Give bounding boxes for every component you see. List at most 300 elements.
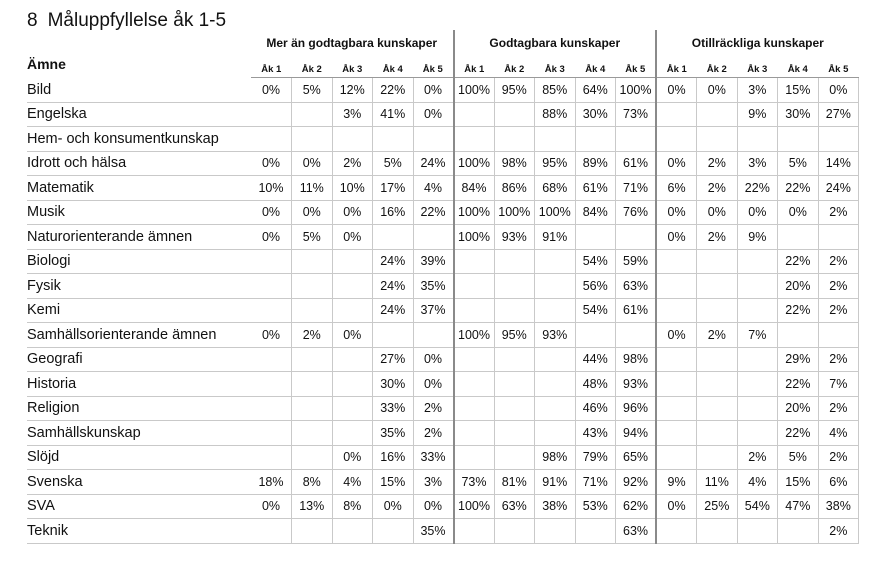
value-cell — [373, 127, 414, 152]
table-row — [27, 127, 859, 152]
value-cell — [737, 396, 778, 421]
value-cell — [818, 127, 859, 152]
value-cell: 15% — [373, 470, 414, 495]
value-cell — [292, 519, 333, 544]
value-cell: 0% — [656, 323, 697, 348]
value-cell — [616, 225, 657, 250]
value-cell: 100% — [454, 200, 495, 225]
table-row — [27, 396, 859, 421]
value-cell: 4% — [737, 470, 778, 495]
table-row — [27, 494, 859, 519]
value-cell: 2% — [697, 176, 738, 201]
value-cell — [656, 421, 697, 446]
subject-name: Idrott och hälsa — [27, 151, 251, 176]
value-cell — [697, 102, 738, 127]
value-cell: 61% — [616, 151, 657, 176]
value-cell: 0% — [251, 323, 292, 348]
value-cell: 5% — [292, 78, 333, 103]
value-cell: 2% — [697, 151, 738, 176]
value-cell: 11% — [697, 470, 738, 495]
value-cell — [737, 421, 778, 446]
value-cell — [251, 372, 292, 397]
value-cell: 2% — [292, 323, 333, 348]
value-cell: 62% — [616, 494, 657, 519]
value-cell: 4% — [818, 421, 859, 446]
grade-header: Åk 4 — [778, 50, 819, 78]
value-cell: 2% — [413, 421, 454, 446]
value-cell: 0% — [251, 151, 292, 176]
value-cell — [494, 519, 535, 544]
value-cell — [332, 298, 373, 323]
value-cell: 93% — [616, 372, 657, 397]
value-cell: 2% — [332, 151, 373, 176]
value-cell: 15% — [778, 470, 819, 495]
value-cell: 24% — [818, 176, 859, 201]
value-cell — [535, 347, 576, 372]
value-cell — [737, 372, 778, 397]
table-row — [27, 445, 859, 470]
grade-header: Åk 2 — [292, 50, 333, 78]
table-row — [27, 102, 859, 127]
value-cell: 2% — [413, 396, 454, 421]
value-cell — [535, 249, 576, 274]
value-cell: 0% — [251, 225, 292, 250]
value-cell — [494, 421, 535, 446]
value-cell: 35% — [413, 519, 454, 544]
value-cell: 4% — [332, 470, 373, 495]
value-cell: 0% — [656, 78, 697, 103]
value-cell — [656, 102, 697, 127]
value-cell: 2% — [697, 225, 738, 250]
value-cell — [251, 519, 292, 544]
table-row — [27, 200, 859, 225]
value-cell — [373, 519, 414, 544]
grade-header: Åk 3 — [332, 50, 373, 78]
group-header: Mer än godtagbara kunskaper — [266, 36, 438, 50]
value-cell: 24% — [373, 298, 414, 323]
value-cell: 25% — [697, 494, 738, 519]
subject-name: Samhällsorienterande ämnen — [27, 323, 251, 348]
value-cell — [778, 127, 819, 152]
value-cell — [818, 225, 859, 250]
subject-column-header: Ämne — [27, 55, 66, 72]
value-cell: 98% — [494, 151, 535, 176]
value-cell: 93% — [494, 225, 535, 250]
value-cell: 22% — [373, 78, 414, 103]
value-cell: 24% — [373, 249, 414, 274]
grade-header: Åk 5 — [413, 50, 454, 78]
value-cell — [454, 249, 495, 274]
subject-name: Hem- och konsumentkunskap — [27, 127, 251, 152]
grade-header: Åk 1 — [251, 50, 292, 78]
value-cell: 38% — [535, 494, 576, 519]
value-cell: 30% — [575, 102, 616, 127]
subject-name: Bild — [27, 78, 251, 103]
value-cell: 10% — [332, 176, 373, 201]
value-cell — [656, 298, 697, 323]
value-cell: 30% — [373, 372, 414, 397]
value-cell — [535, 421, 576, 446]
value-cell: 44% — [575, 347, 616, 372]
value-cell — [535, 274, 576, 299]
value-cell: 2% — [818, 274, 859, 299]
value-cell: 100% — [454, 78, 495, 103]
value-cell: 0% — [332, 200, 373, 225]
value-cell — [413, 225, 454, 250]
group-header-spacer — [27, 30, 251, 50]
value-cell: 0% — [251, 200, 292, 225]
value-cell — [332, 519, 373, 544]
page-title — [27, 10, 226, 32]
subject-name: Musik — [27, 200, 251, 225]
value-cell: 27% — [373, 347, 414, 372]
value-cell: 27% — [818, 102, 859, 127]
grade-header: Åk 1 — [656, 50, 697, 78]
value-cell — [656, 127, 697, 152]
value-cell: 61% — [616, 298, 657, 323]
value-cell: 91% — [535, 470, 576, 495]
value-cell: 6% — [656, 176, 697, 201]
table-row — [27, 298, 859, 323]
value-cell: 9% — [737, 102, 778, 127]
value-cell: 89% — [575, 151, 616, 176]
value-cell — [251, 274, 292, 299]
value-cell: 86% — [494, 176, 535, 201]
value-cell — [656, 445, 697, 470]
value-cell — [737, 249, 778, 274]
value-cell — [251, 102, 292, 127]
subject-name: Engelska — [27, 102, 251, 127]
subject-name: SVA — [27, 494, 251, 519]
value-cell — [697, 445, 738, 470]
value-cell — [575, 519, 616, 544]
value-cell: 20% — [778, 274, 819, 299]
value-cell: 54% — [575, 298, 616, 323]
subject-name: Svenska — [27, 470, 251, 495]
table-row — [27, 274, 859, 299]
value-cell: 41% — [373, 102, 414, 127]
value-cell — [251, 249, 292, 274]
value-cell — [454, 519, 495, 544]
value-cell — [292, 372, 333, 397]
table-row — [27, 151, 859, 176]
grade-header: Åk 3 — [737, 50, 778, 78]
value-cell — [332, 347, 373, 372]
value-cell: 9% — [656, 470, 697, 495]
value-cell: 4% — [413, 176, 454, 201]
value-cell — [778, 225, 819, 250]
grade-header: Åk 2 — [697, 50, 738, 78]
value-cell: 20% — [778, 396, 819, 421]
value-cell — [575, 225, 616, 250]
value-cell: 71% — [616, 176, 657, 201]
table-row — [27, 78, 859, 103]
value-cell — [292, 396, 333, 421]
value-cell — [454, 298, 495, 323]
value-cell: 92% — [616, 470, 657, 495]
value-cell: 15% — [778, 78, 819, 103]
value-cell: 71% — [575, 470, 616, 495]
value-cell — [737, 274, 778, 299]
value-cell — [575, 323, 616, 348]
value-cell: 2% — [737, 445, 778, 470]
value-cell: 48% — [575, 372, 616, 397]
value-cell: 0% — [413, 78, 454, 103]
group-header: Otillräckliga kunskaper — [656, 30, 859, 50]
grade-header: Åk 4 — [373, 50, 414, 78]
value-cell: 46% — [575, 396, 616, 421]
value-cell — [494, 102, 535, 127]
value-cell — [778, 519, 819, 544]
value-cell: 0% — [373, 494, 414, 519]
value-cell — [292, 249, 333, 274]
value-cell: 37% — [413, 298, 454, 323]
value-cell — [292, 445, 333, 470]
value-cell — [494, 372, 535, 397]
value-cell: 5% — [778, 151, 819, 176]
grade-header: Åk 4 — [575, 50, 616, 78]
value-cell: 33% — [413, 445, 454, 470]
value-cell: 33% — [373, 396, 414, 421]
value-cell — [454, 102, 495, 127]
value-cell: 0% — [413, 347, 454, 372]
value-cell: 8% — [332, 494, 373, 519]
value-cell — [292, 127, 333, 152]
title-text: Måluppfyllelse åk 1-5 — [47, 10, 227, 31]
subject-name: Geografi — [27, 347, 251, 372]
subject-name: Religion — [27, 396, 251, 421]
value-cell — [454, 372, 495, 397]
value-cell: 0% — [656, 225, 697, 250]
value-cell — [251, 298, 292, 323]
value-cell: 2% — [818, 200, 859, 225]
subject-name: Slöjd — [27, 445, 251, 470]
table-row — [27, 249, 859, 274]
goal-fulfillment-table — [27, 30, 859, 544]
value-cell: 0% — [332, 323, 373, 348]
value-cell: 96% — [616, 396, 657, 421]
grade-header: Åk 5 — [616, 50, 657, 78]
value-cell — [697, 519, 738, 544]
value-cell: 2% — [818, 347, 859, 372]
subject-name: Teknik — [27, 519, 251, 544]
value-cell — [454, 127, 495, 152]
value-cell: 100% — [454, 225, 495, 250]
value-cell: 81% — [494, 470, 535, 495]
value-cell: 54% — [737, 494, 778, 519]
value-cell: 35% — [373, 421, 414, 446]
value-cell: 2% — [697, 323, 738, 348]
value-cell: 30% — [778, 102, 819, 127]
value-cell: 5% — [373, 151, 414, 176]
table-row — [27, 176, 859, 201]
value-cell: 3% — [332, 102, 373, 127]
value-cell: 63% — [616, 274, 657, 299]
value-cell: 100% — [454, 151, 495, 176]
value-cell: 94% — [616, 421, 657, 446]
value-cell — [413, 127, 454, 152]
value-cell: 0% — [697, 200, 738, 225]
value-cell: 2% — [818, 298, 859, 323]
value-cell — [454, 421, 495, 446]
value-cell — [656, 396, 697, 421]
value-cell: 100% — [454, 323, 495, 348]
value-cell — [697, 274, 738, 299]
value-cell: 88% — [535, 102, 576, 127]
value-cell: 2% — [818, 519, 859, 544]
value-cell: 95% — [494, 323, 535, 348]
value-cell — [697, 396, 738, 421]
value-cell — [332, 396, 373, 421]
value-cell: 93% — [535, 323, 576, 348]
grade-header: Åk 2 — [494, 50, 535, 78]
value-cell: 0% — [332, 445, 373, 470]
value-cell: 17% — [373, 176, 414, 201]
value-cell — [616, 127, 657, 152]
value-cell — [535, 127, 576, 152]
value-cell: 22% — [778, 298, 819, 323]
value-cell — [494, 249, 535, 274]
value-cell — [697, 421, 738, 446]
value-cell — [251, 347, 292, 372]
value-cell: 0% — [413, 372, 454, 397]
value-cell — [656, 519, 697, 544]
value-cell — [251, 396, 292, 421]
table-row — [27, 347, 859, 372]
value-cell: 43% — [575, 421, 616, 446]
value-cell — [332, 127, 373, 152]
value-cell: 22% — [778, 421, 819, 446]
value-cell: 0% — [251, 78, 292, 103]
subject-name: Samhällskunskap — [27, 421, 251, 446]
subject-name: Biologi — [27, 249, 251, 274]
value-cell: 59% — [616, 249, 657, 274]
value-cell: 0% — [413, 102, 454, 127]
value-cell — [778, 323, 819, 348]
value-cell: 98% — [616, 347, 657, 372]
value-cell — [251, 445, 292, 470]
value-cell: 2% — [818, 445, 859, 470]
value-cell: 2% — [818, 249, 859, 274]
value-cell — [656, 274, 697, 299]
subject-name: Naturorienterande ämnen — [27, 225, 251, 250]
value-cell: 8% — [292, 470, 333, 495]
value-cell — [616, 323, 657, 348]
table-row — [27, 421, 859, 446]
value-cell — [494, 396, 535, 421]
value-cell — [292, 274, 333, 299]
value-cell: 91% — [535, 225, 576, 250]
table-row — [27, 372, 859, 397]
value-cell: 100% — [535, 200, 576, 225]
group-header: Godtagbara kunskaper — [454, 30, 657, 50]
value-cell: 65% — [616, 445, 657, 470]
value-cell: 68% — [535, 176, 576, 201]
value-cell: 9% — [737, 225, 778, 250]
value-cell — [454, 347, 495, 372]
subject-name: Fysik — [27, 274, 251, 299]
value-cell: 2% — [818, 396, 859, 421]
value-cell: 39% — [413, 249, 454, 274]
value-cell — [535, 298, 576, 323]
value-cell: 79% — [575, 445, 616, 470]
value-cell: 6% — [818, 470, 859, 495]
value-cell — [737, 127, 778, 152]
value-cell — [332, 274, 373, 299]
value-cell: 16% — [373, 445, 414, 470]
value-cell: 73% — [454, 470, 495, 495]
value-cell: 16% — [373, 200, 414, 225]
value-cell — [413, 323, 454, 348]
value-cell — [494, 298, 535, 323]
value-cell — [292, 298, 333, 323]
value-cell: 0% — [778, 200, 819, 225]
value-cell: 100% — [454, 494, 495, 519]
value-cell — [737, 298, 778, 323]
value-cell — [373, 225, 414, 250]
value-cell — [454, 274, 495, 299]
value-cell — [454, 445, 495, 470]
value-cell: 73% — [616, 102, 657, 127]
value-cell: 13% — [292, 494, 333, 519]
value-cell: 56% — [575, 274, 616, 299]
grade-header: Åk 3 — [535, 50, 576, 78]
value-cell — [292, 347, 333, 372]
value-cell — [737, 347, 778, 372]
value-cell: 29% — [778, 347, 819, 372]
value-cell: 0% — [292, 151, 333, 176]
value-cell: 0% — [697, 78, 738, 103]
subject-name: Matematik — [27, 176, 251, 201]
value-cell: 100% — [616, 78, 657, 103]
value-cell — [535, 372, 576, 397]
value-cell: 12% — [332, 78, 373, 103]
value-cell: 0% — [332, 225, 373, 250]
value-cell: 10% — [251, 176, 292, 201]
value-cell: 22% — [413, 200, 454, 225]
table-row — [27, 470, 859, 495]
value-cell: 22% — [778, 176, 819, 201]
value-cell — [332, 249, 373, 274]
value-cell: 0% — [656, 151, 697, 176]
value-cell — [656, 372, 697, 397]
value-cell: 3% — [737, 151, 778, 176]
value-cell — [292, 102, 333, 127]
value-cell: 14% — [818, 151, 859, 176]
value-cell: 18% — [251, 470, 292, 495]
value-cell — [251, 421, 292, 446]
value-cell — [494, 445, 535, 470]
value-cell — [697, 127, 738, 152]
value-cell — [251, 127, 292, 152]
value-cell: 63% — [616, 519, 657, 544]
value-cell — [535, 519, 576, 544]
value-cell: 95% — [535, 151, 576, 176]
grade-header: Åk 5 — [818, 50, 859, 78]
value-cell — [697, 372, 738, 397]
value-cell: 0% — [818, 78, 859, 103]
value-cell: 47% — [778, 494, 819, 519]
value-cell — [292, 421, 333, 446]
value-cell: 64% — [575, 78, 616, 103]
value-cell: 100% — [494, 200, 535, 225]
value-cell — [332, 372, 373, 397]
value-cell: 35% — [413, 274, 454, 299]
value-cell: 3% — [413, 470, 454, 495]
value-cell: 0% — [656, 200, 697, 225]
value-cell: 0% — [251, 494, 292, 519]
subject-name: Kemi — [27, 298, 251, 323]
